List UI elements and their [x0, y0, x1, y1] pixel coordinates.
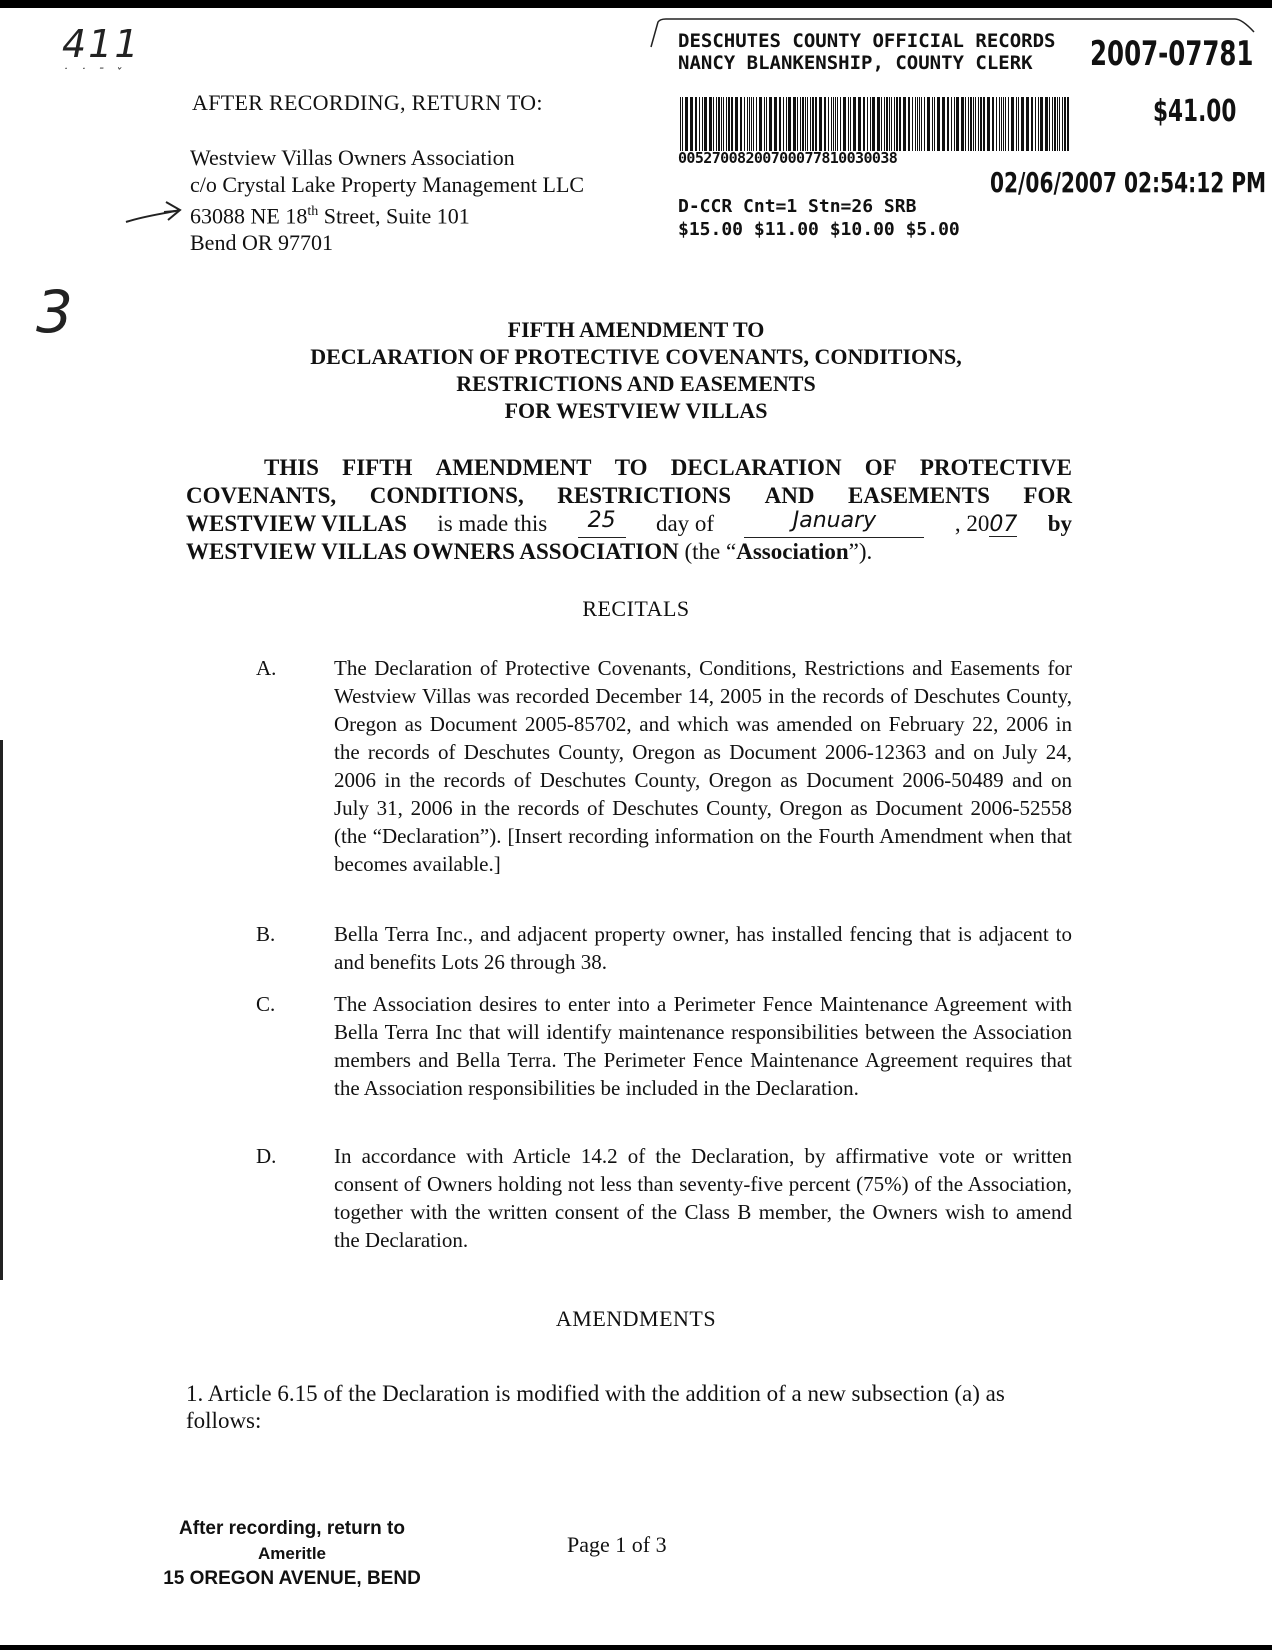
barcode-bar	[1059, 97, 1060, 151]
barcode-bar	[853, 97, 856, 151]
barcode-bar	[740, 97, 742, 151]
barcode-bar	[1040, 97, 1043, 151]
barcode-bar	[877, 97, 880, 151]
scan-left-edge	[0, 740, 3, 1280]
barcode-bar	[996, 97, 997, 151]
barcode-bar	[716, 97, 717, 151]
handwritten-month: January	[744, 510, 924, 538]
barcode-bar	[921, 97, 922, 151]
page-number: Page 1 of 3	[567, 1532, 667, 1557]
barcode-bar	[753, 97, 754, 151]
handwritten-year: 07	[989, 512, 1018, 537]
barcode-bar	[858, 97, 861, 151]
stamp-fee-breakdown: $15.00 $11.00 $10.00 $5.00	[678, 219, 960, 240]
recital-letter: D.	[256, 1144, 277, 1168]
barcode-bar	[1067, 97, 1069, 151]
barcode-bar	[978, 97, 979, 151]
barcode-bar	[987, 97, 990, 151]
barcode-bar	[924, 97, 925, 151]
intro-line: THIS FIFTH AMENDMENT TO DECLARATION OF PROTECTIVE	[264, 455, 1072, 480]
barcode-bar	[870, 97, 871, 151]
barcode-bar	[831, 97, 832, 151]
return-address-line: Bend OR 97701	[190, 230, 333, 256]
barcode-bar	[932, 97, 933, 151]
barcode-bar	[718, 97, 720, 151]
barcode-bar	[915, 97, 916, 151]
barcode-bar	[867, 97, 868, 151]
barcode-bar	[786, 97, 787, 151]
barcode-bar	[680, 97, 681, 151]
barcode-bar	[1057, 97, 1058, 151]
barcode-bar	[1031, 97, 1033, 151]
recital-text: In accordance with Article 14.2 of the Declaration, by affirmative vote or written consent of Owners holding not less than seventy-five percent (75%) of the Association, together with the written consent of the Class B member, the Owners wish to amend the Declaration.	[334, 1144, 1072, 1252]
barcode-bar	[973, 97, 974, 151]
barcode-bar	[884, 97, 885, 151]
barcode-bar	[999, 97, 1000, 151]
barcode-bar	[807, 97, 808, 151]
barcode-bar	[917, 97, 918, 151]
barcode-bar	[835, 97, 836, 151]
title-line: FIFTH AMENDMENT TO	[507, 317, 765, 342]
document-title	[160, 316, 1112, 424]
recital-item	[256, 920, 1072, 976]
barcode-bar	[992, 97, 994, 151]
handwritten-mark-top: 411	[62, 22, 141, 66]
barcode	[680, 97, 1070, 151]
recital-letter: B.	[256, 922, 276, 946]
barcode-bar	[903, 97, 906, 151]
barcode-bar	[889, 97, 890, 151]
barcode-bar	[1018, 97, 1019, 151]
intro-line: COVENANTS, CONDITIONS, RESTRICTIONS AND EASEMENTS FOR	[186, 483, 1072, 508]
recital-item	[256, 1142, 1072, 1254]
handwritten-day: 25	[578, 510, 626, 538]
barcode-bar	[961, 97, 964, 151]
barcode-bar	[805, 97, 806, 151]
barcode-bar	[812, 97, 814, 151]
barcode-bar	[713, 97, 714, 151]
recital-text: The Declaration of Protective Covenants, Conditions, Restrictions and Easements for Westview Villas was recorded December 14, 2005 in the records of Deschutes County, Oregon as Document 2005-85702, and which was amended on February 22, 2006 in the records of Deschutes County, Oregon as Document 2006-12363 and on July 24, 2006 in the records of Deschutes County, Oregon as Document 2006-50489 and on July 31, 2006 in the records of Deschutes County, Oregon as Document 2006-52558 (the “Declaration”). [Insert recording information on the Fourth Amendment when that becomes available.]	[334, 656, 1072, 876]
barcode-bar	[863, 97, 865, 151]
barcode-bar	[1052, 97, 1053, 151]
barcode-bar	[840, 97, 841, 151]
barcode-bar	[682, 97, 683, 151]
barcode-bar	[970, 97, 972, 151]
barcode-bar	[965, 97, 966, 151]
return-address-line: c/o Crystal Lake Property Management LLC	[190, 172, 585, 197]
barcode-bar	[968, 97, 969, 151]
barcode-bar	[1016, 97, 1017, 151]
barcode-bar	[919, 97, 920, 151]
barcode-bar	[824, 97, 826, 151]
barcode-bar	[731, 97, 733, 151]
barcode-bar	[764, 97, 765, 151]
barcode-bar	[912, 97, 913, 151]
stamp-datetime: 02/06/2007 02:54:12 PM	[990, 166, 1267, 199]
barcode-bar	[1005, 97, 1006, 151]
barcode-number: 00527008200700077810030038	[678, 149, 898, 167]
barcode-bar	[749, 97, 750, 151]
barcode-bar	[797, 97, 798, 151]
barcode-bar	[766, 97, 767, 151]
barcode-bar	[1001, 97, 1002, 151]
barcode-bar	[833, 97, 834, 151]
amendment-item: 1. Article 6.15 of the Declaration is modified with the addition of a new subsection (a) as follows:	[186, 1381, 1005, 1433]
barcode-bar	[1062, 97, 1063, 151]
barcode-bar	[721, 97, 722, 151]
barcode-bar	[774, 97, 777, 151]
barcode-bar	[956, 97, 959, 151]
barcode-bar	[685, 97, 688, 151]
recital-item	[256, 654, 1072, 878]
barcode-bar	[1038, 97, 1039, 151]
barcode-bar	[947, 97, 949, 151]
footer-company: Ameritle	[257, 1544, 327, 1563]
barcode-bar	[954, 97, 955, 151]
recital-text: The Association desires to enter into a Perimeter Fence Maintenance Agreement with Bella Terra Inc that will identify maintenance responsibilities between the Association members and Bella Terra. The Perimeter Fence Maintenance Agreement requires that the Association responsibilities be included in the Declaration.	[334, 992, 1072, 1100]
barcode-bar	[1008, 97, 1009, 151]
barcode-bar	[934, 97, 935, 151]
barcode-bar	[980, 97, 982, 151]
barcode-bar	[704, 97, 707, 151]
barcode-bar	[1045, 97, 1048, 151]
barcode-bar	[815, 97, 817, 151]
barcode-bar	[1026, 97, 1029, 151]
barcode-bar	[975, 97, 976, 151]
scan-top-border	[0, 0, 1272, 8]
barcode-bar	[747, 97, 748, 151]
stamp-details: D-CCR Cnt=1 Stn=26 SRB	[678, 196, 917, 217]
recital-letter: C.	[256, 992, 276, 1016]
barcode-bar	[983, 97, 985, 151]
barcode-bar	[828, 97, 829, 151]
barcode-bar	[802, 97, 804, 151]
title-line: FOR WESTVIEW VILLAS	[504, 398, 768, 423]
footer-return-label: After recording, return to	[179, 1518, 405, 1539]
barcode-bar	[702, 97, 703, 151]
barcode-bar	[1049, 97, 1050, 151]
barcode-bar	[699, 97, 700, 151]
barcode-bar	[695, 97, 697, 151]
barcode-bar	[783, 97, 784, 151]
barcode-bar	[896, 97, 898, 151]
footer-address: 15 OREGON AVENUE, BEND	[163, 1568, 421, 1589]
barcode-bar	[1054, 97, 1056, 151]
barcode-bar	[848, 97, 849, 151]
barcode-bar	[800, 97, 801, 151]
barcode-bar	[927, 97, 930, 151]
barcode-bar	[1035, 97, 1036, 151]
barcode-bar	[872, 97, 875, 151]
barcode-bar	[908, 97, 910, 151]
barcode-bar	[850, 97, 851, 151]
intro-line: WESTVIEW VILLAS OWNERS ASSOCIATION (the “ Association ”).	[186, 539, 873, 564]
return-address-street: 63088 NE 18th Street, Suite 101	[190, 203, 470, 229]
barcode-bar	[690, 97, 693, 151]
barcode-bar	[810, 97, 811, 151]
barcode-bar	[819, 97, 822, 151]
barcode-bar	[726, 97, 727, 151]
barcode-bar	[899, 97, 901, 151]
barcode-bar	[843, 97, 846, 151]
scan-bottom-border	[0, 1645, 1272, 1650]
barcode-bar	[744, 97, 745, 151]
barcode-bar	[1021, 97, 1024, 151]
barcode-bar	[1064, 97, 1066, 151]
barcode-bar	[881, 97, 882, 151]
barcode-bar	[1011, 97, 1014, 151]
barcode-bar	[709, 97, 712, 151]
barcode-bar	[886, 97, 888, 151]
barcode-bar	[937, 97, 940, 151]
barcode-bar	[894, 97, 895, 151]
intro-line: WESTVIEW VILLAS is made this 25 day of January , 2007 by	[186, 508, 1072, 537]
barcode-bar	[942, 97, 945, 151]
title-line: DECLARATION OF PROTECTIVE COVENANTS, CONDITIONS,	[310, 344, 962, 369]
stamp-clerk: NANCY BLANKENSHIP, COUNTY CLERK	[678, 52, 1033, 74]
return-address-line: Westview Villas Owners Association	[190, 145, 515, 170]
barcode-bar	[769, 97, 772, 151]
barcode-bar	[1003, 97, 1004, 151]
stamp-document-number: 2007-07781	[1090, 34, 1254, 74]
barcode-bar	[788, 97, 791, 151]
barcode-bar	[756, 97, 757, 151]
stamp-office: DESCHUTES COUNTY OFFICIAL RECORDS	[678, 30, 1056, 52]
title-line: RESTRICTIONS AND EASEMENTS	[456, 371, 816, 396]
handwritten-scribble: ˙ ˙ ˉ ˇ	[62, 66, 126, 80]
recital-letter: A.	[256, 656, 277, 680]
barcode-bar	[779, 97, 781, 151]
return-address	[190, 144, 584, 256]
barcode-bar	[759, 97, 762, 151]
recital-item	[256, 990, 1072, 1102]
intro-paragraph	[186, 454, 1072, 566]
handwritten-arrow-icon	[124, 198, 184, 228]
barcode-bar	[891, 97, 892, 151]
recitals-heading: RECITALS	[582, 596, 690, 621]
recital-text: Bella Terra Inc., and adjacent property owner, has installed fencing that is adjacent to and benefits Lots 26 through 38.	[334, 922, 1072, 974]
handwritten-page-number: 3	[36, 278, 73, 346]
return-to-label: AFTER RECORDING, RETURN TO:	[192, 90, 543, 115]
barcode-bar	[751, 97, 752, 151]
barcode-bar	[728, 97, 730, 151]
barcode-bar	[793, 97, 796, 151]
barcode-bar	[723, 97, 724, 151]
stamp-fee: $41.00	[1153, 94, 1237, 129]
barcode-bar	[951, 97, 952, 151]
barcode-bar	[837, 97, 838, 151]
barcode-bar	[735, 97, 738, 151]
footer-return-stamp	[150, 1516, 434, 1591]
amendments-heading: AMENDMENTS	[555, 1306, 717, 1331]
